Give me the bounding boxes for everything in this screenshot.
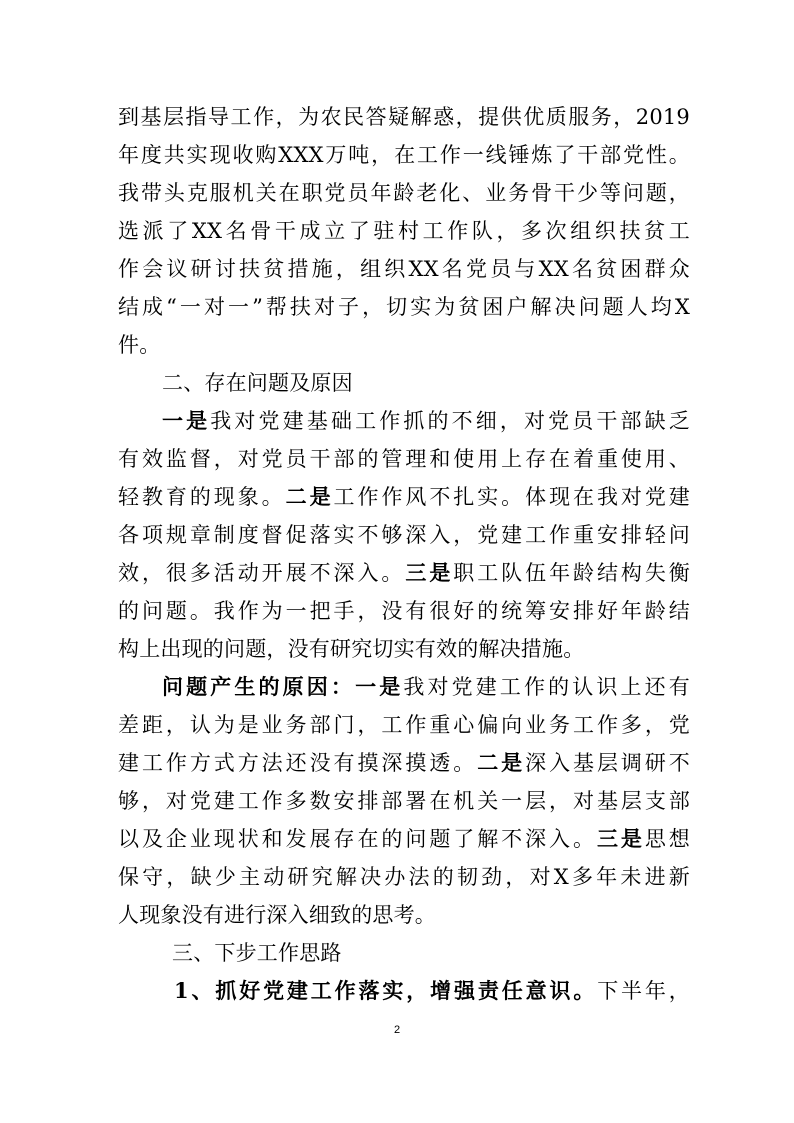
paragraph-line — [118, 478, 690, 516]
bold-lead: 二是 — [477, 750, 526, 775]
paragraph-line: 件。 — [118, 333, 161, 357]
paragraph-line — [118, 972, 690, 1010]
paragraph-line: 年度共实现收购XXX万吨，在工作一线锤炼了干部党性。 — [118, 143, 690, 167]
paragraph-line: 各项规章制度督促落实不够深入，党建工作重安排轻问 — [118, 523, 690, 547]
paragraph-text: 思想 — [644, 827, 691, 851]
section-heading: 二、存在问题及原因 — [162, 371, 353, 395]
paragraph-line: 差距，认为是业务部门，工作重心偏向业务工作多，党 — [118, 713, 690, 737]
paragraph-text: 以及企业现状和发展存在的问题了解不深入。 — [118, 827, 597, 851]
paragraph-line: 选派了XX名骨干成立了驻村工作队，多次组织扶贫工 — [118, 219, 690, 243]
paragraph-line: 作会议研讨扶贫措施，组织XX名党员与XX名贫困群众 — [118, 257, 690, 281]
paragraph-text: 职工队伍年龄结构失衡 — [453, 561, 691, 585]
paragraph-text: 深入基层调研不 — [525, 751, 691, 775]
bold-lead: 1、抓好党建工作落实，增强责任意识。 — [174, 978, 598, 1003]
bold-lead: 问题产生的原因： — [162, 674, 356, 699]
paragraph-text: 下半年， — [597, 979, 690, 1003]
paragraph-text: 我对党建基础工作抓的不细，对党员干部缺乏 — [210, 409, 691, 433]
paragraph-line: 构上出现的问题，没有研究切实有效的解决措施。 — [118, 637, 585, 661]
paragraph-line: 够，对党建工作多数安排部署在机关一层，对基层支部 — [118, 789, 690, 813]
paragraph-line: 的问题。我作为一把手，没有很好的统筹安排好年龄结 — [118, 599, 690, 623]
page-number: 2 — [393, 1024, 401, 1036]
body-text — [118, 98, 690, 1010]
paragraph-line: 人现象没有进行深入细致的思考。 — [118, 903, 436, 927]
paragraph-line: 我带头克服机关在职党员年龄老化、业务骨干少等问题， — [118, 181, 690, 205]
section-heading: 三、下步工作思路 — [172, 941, 342, 965]
paragraph-line: 保守，缺少主动研究解决办法的韧劲，对X多年未进新 — [118, 865, 690, 889]
bold-lead: 一是 — [355, 674, 404, 699]
paragraph-line — [118, 402, 690, 440]
paragraph-text: 建工作方式方法还没有摸深摸透。 — [118, 751, 478, 775]
bold-lead: 二是 — [285, 484, 334, 509]
bold-lead: 三是 — [405, 560, 454, 585]
paragraph-text: 效，很多活动开展不深入。 — [118, 561, 406, 585]
bold-lead: 三是 — [596, 826, 645, 851]
paragraph-line: 有效监督，对党员干部的管理和使用上存在着重使用、 — [118, 447, 690, 471]
paragraph-text: 我对党建工作的认识上还有 — [403, 675, 690, 699]
paragraph-line: 到基层指导工作，为农民答疑解惑，提供优质服务，2019 — [118, 105, 690, 129]
bold-lead: 一是 — [162, 408, 211, 433]
paragraph-line — [118, 820, 690, 858]
paragraph-line: 结成“一对一”帮扶对子，切实为贫困户解决问题人均X — [118, 295, 690, 319]
paragraph-line — [118, 554, 690, 592]
paragraph-line — [118, 668, 690, 706]
paragraph-text: 轻教育的现象。 — [118, 485, 286, 509]
paragraph-text: 工作作风不扎实。体现在我对党建 — [333, 485, 691, 509]
paragraph-line — [118, 744, 690, 782]
